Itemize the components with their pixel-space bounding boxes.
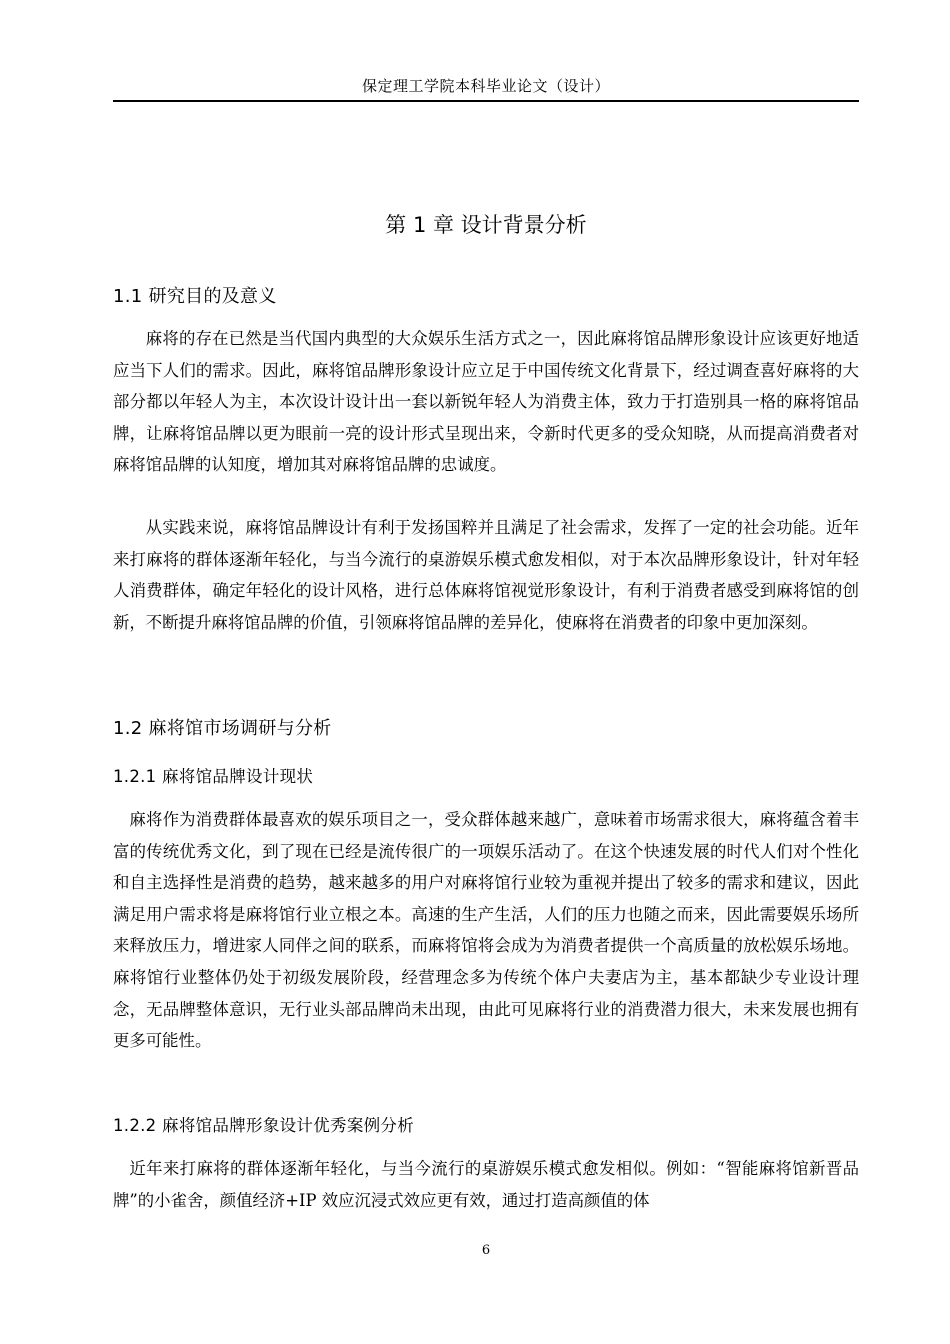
section-heading-1-2: 1.2 麻将馆市场调研与分析 [113,718,332,739]
paragraph-1-1-b: 从实践来说，麻将馆品牌设计有利于发扬国粹并且满足了社会需求，发挥了一定的社会功能。近年来打麻将的群体逐渐年轻化，与当今流行的桌游娱乐模式愈发相似，对于本次品牌形象设计，针对年轻人消费群体，确定年轻化的设计风格，进行总体麻将馆视觉形象设计，有利于消费者感受到麻将馆的创新，不断提升麻将馆品牌的价值，引领麻将馆品牌的差异化，使麻将在消费者的印象中更加深刻。 [113,518,859,632]
paragraph-1-2-2: 近年来打麻将的群体逐渐年轻化，与当今流行的桌游娱乐模式愈发相似。例如：“智能麻将馆新晋品牌”的小雀舍，颜值经济+IP 效应沉浸式效应更有效，通过打造高颜值的体 [113,1159,859,1210]
subsection-heading-1-2-2: 1.2.2 麻将馆品牌形象设计优秀案例分析 [113,1116,415,1135]
paragraph-1-2-1: 麻将作为消费群体最喜欢的娱乐项目之一，受众群体越来越广，意味着市场需求很大，麻将蕴含着丰富的传统优秀文化，到了现在已经是流传很广的一项娱乐活动了。在这个快速发展的时代人们对个性化和自主选择性是消费的趋势，越来越多的用户对麻将馆行业较为重视并提出了较多的需求和建议，因此满足用户需求将是麻将馆行业立根之本。高速的生产生活，人们的压力也随之而来，因此需要娱乐场所来释放压力，增进家人同伴之间的联系，而麻将馆将会成为为消费者提供一个高质量的放松娱乐场地。麻将馆行业整体仍处于初级发展阶段，经营理念多为传统个体户夫妻店为主，基本都缺少专业设计理念，无品牌整体意识，无行业头部品牌尚未出现，由此可见麻将行业的消费潜力很大，未来发展也拥有更多可能性。 [113,810,859,1051]
section-heading-1-1: 1.1 研究目的及意义 [113,286,277,307]
chapter-title: 第 1 章 设计背景分析 [385,213,587,237]
page-number: 6 [481,1243,491,1258]
header-divider [113,100,859,102]
running-header: 保定理工学院本科毕业论文（设计） [361,77,610,95]
paragraph-1-1-a: 麻将的存在已然是当代国内典型的大众娱乐生活方式之一，因此麻将馆品牌形象设计应该更好地适应当下人们的需求。因此，麻将馆品牌形象设计应立足于中国传统文化背景下，经过调查喜好麻将的大部分都以年轻人为主，本次设计设计出一套以新锐年轻人为消费主体，致力于打造别具一格的麻将馆品牌，让麻将馆品牌以更为眼前一亮的设计形式呈现出来，令新时代更多的受众知晓，从而提高消费者对麻将馆品牌的认知度，增加其对麻将馆品牌的忠诚度。 [113,329,859,475]
subsection-heading-1-2-1: 1.2.1 麻将馆品牌设计现状 [113,767,314,786]
